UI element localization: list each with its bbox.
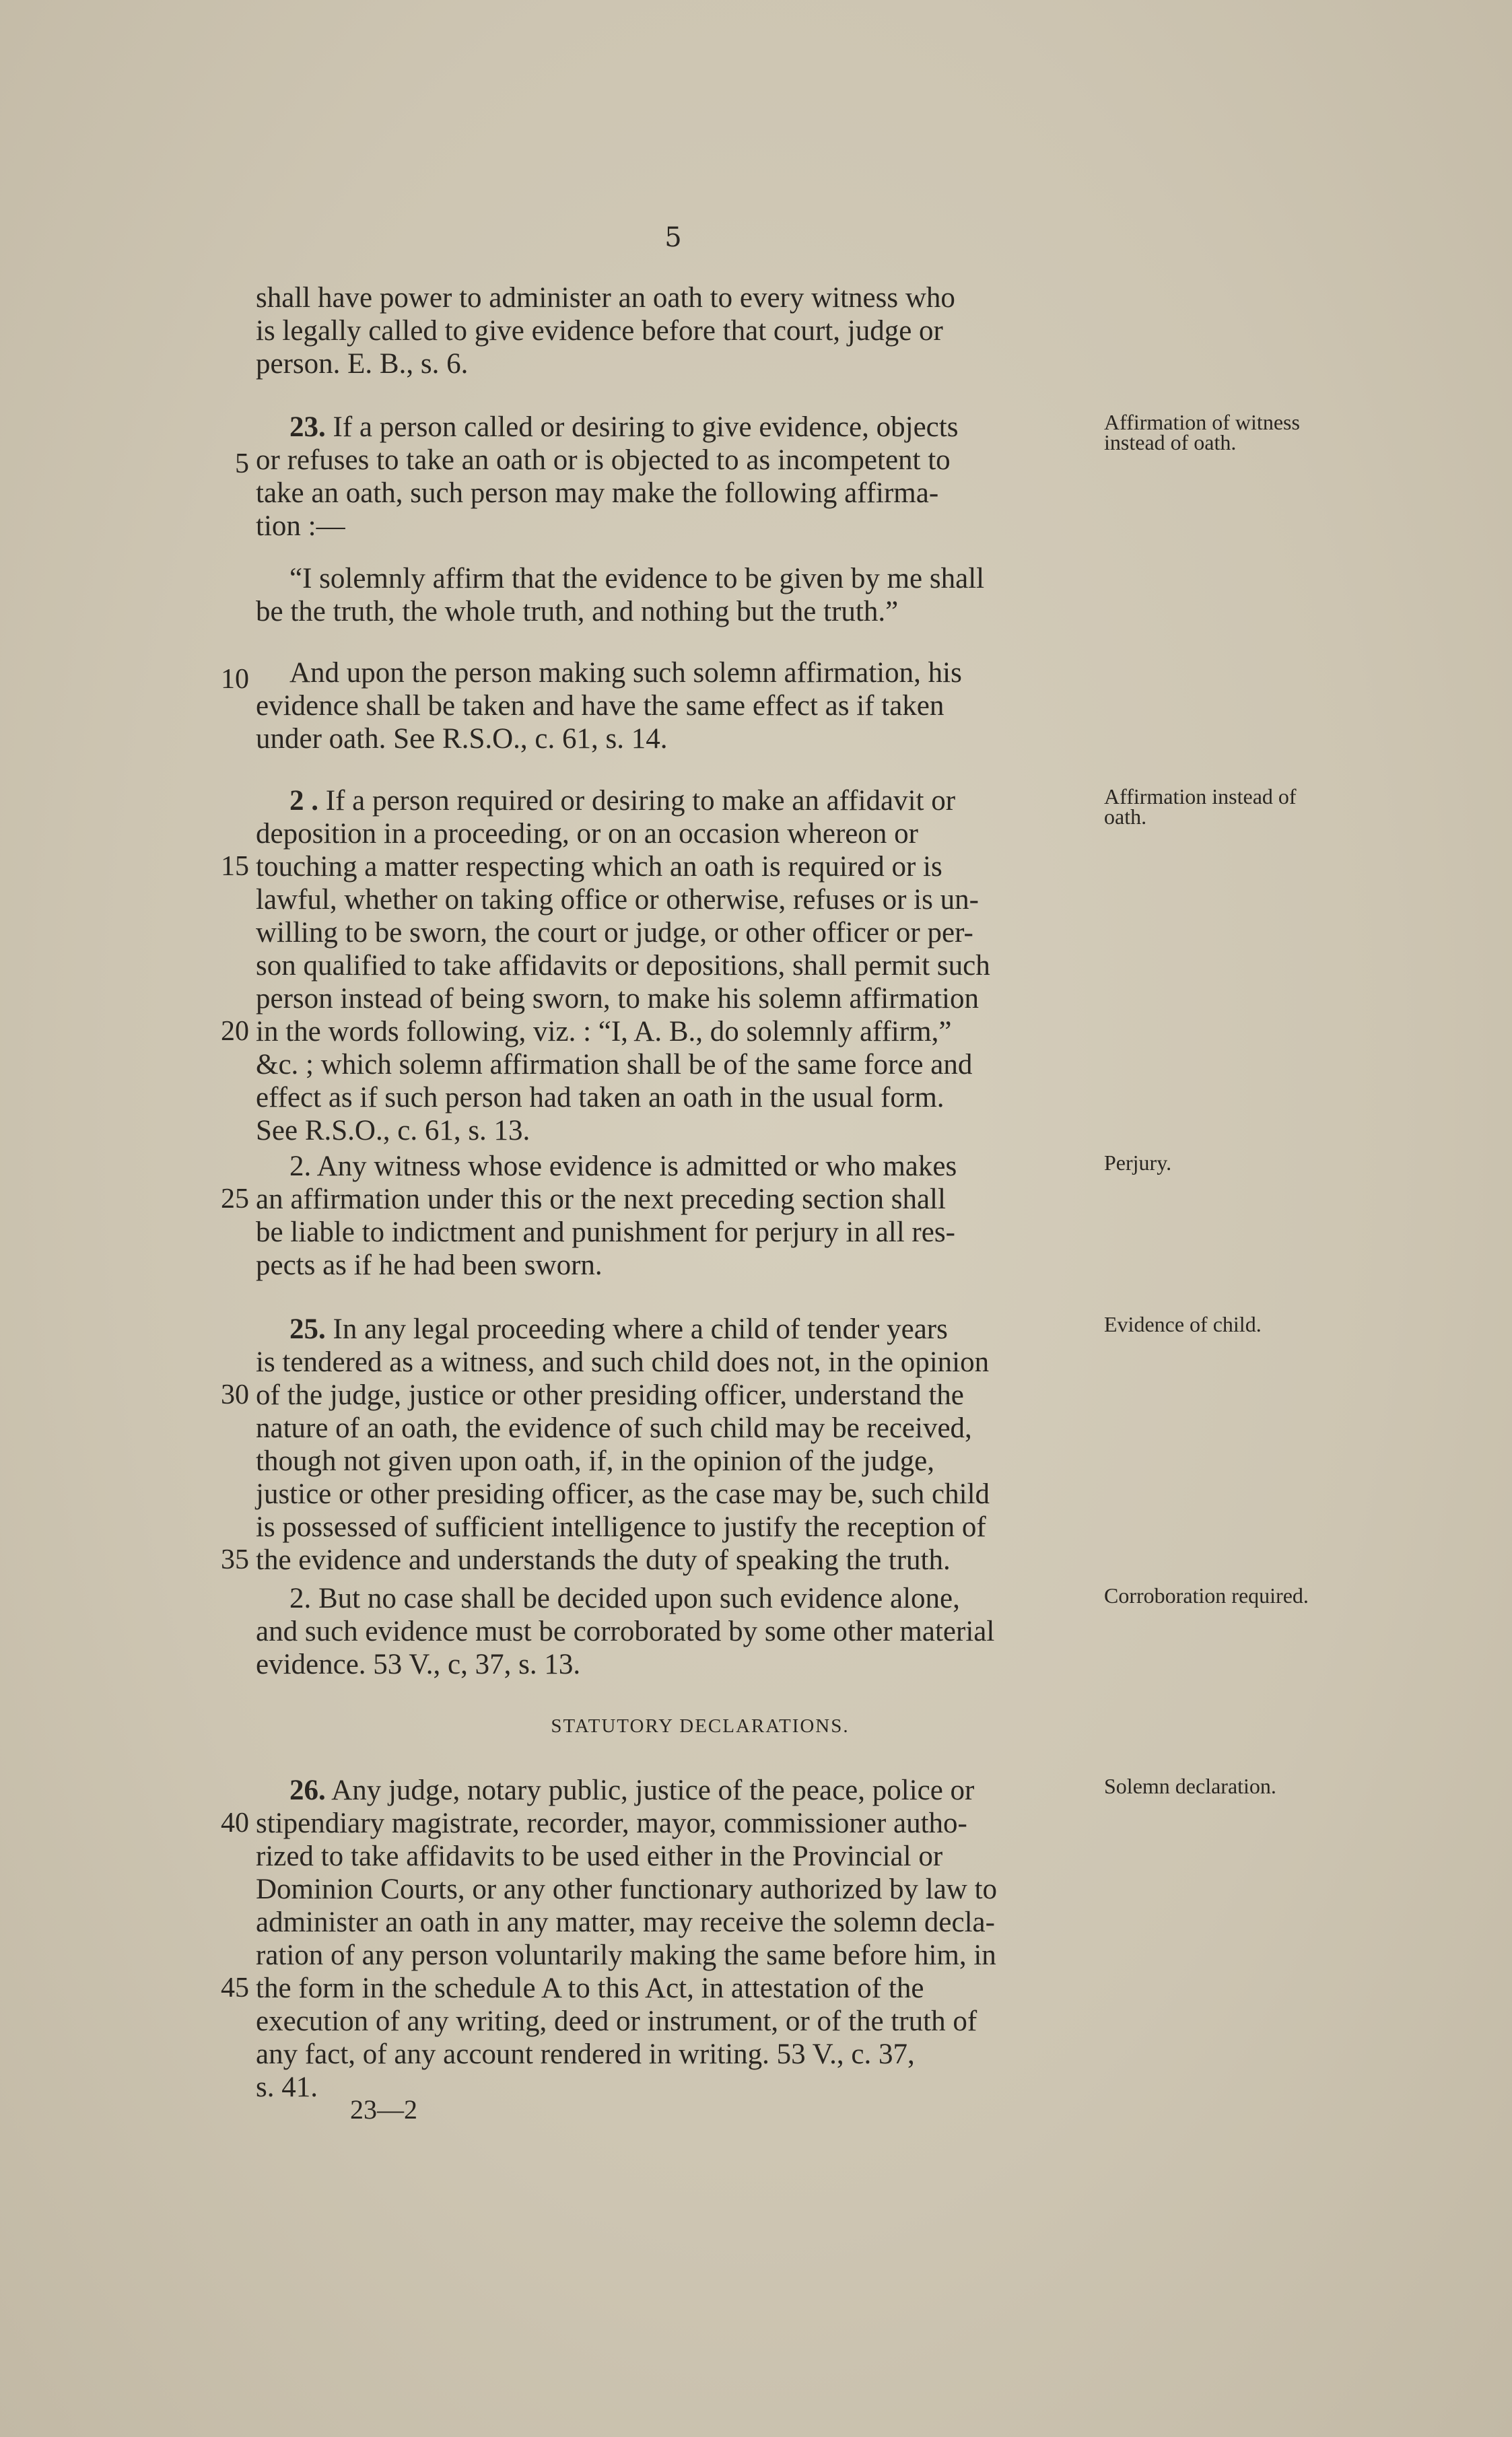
- section-24: 2 . If a person required or desiring to make an affidavit or deposition in a proceeding, or on an occasion whereon or touching a matter respecting which an oath is required or is lawful, whether on taking office or otherwise, refuses or is un- willing to be sworn, the court or judge, or other officer or per- son qualified to take affidavits or depositions, shall permit such person instead of being sworn, to make his solemn affirmation in the words following, viz. : “I, A. B., do solemnly affirm,” &c. ; which solemn affirmation shall be of the same force and effect as if such person had taken an oath in the usual form. See R.S.O., c. 61, s. 13.: [256, 785, 990, 1146]
- line-number: 45: [221, 1972, 249, 2003]
- line-number: 15: [221, 851, 249, 882]
- line-number: 35: [221, 1544, 249, 1575]
- line-number: 40: [221, 1808, 249, 1839]
- margin-note-solemn-declaration: Solemn declaration.: [1104, 1774, 1276, 1798]
- section-24-2: 2. Any witness whose evidence is admitted or who makes an affirmation under this or the next preceding section shall be liable to indictment and punishment for perjury in all res- pects as if he had been sworn.: [256, 1151, 957, 1281]
- margin-note-perjury: Perjury.: [1104, 1151, 1172, 1175]
- section-25: 25. In any legal proceeding where a child of tender years is tendered as a witness, and such child does not, in the opinion of the judge, justice or other presiding officer, understand the nature of an oath, the evidence of such child may be received, though not given upon oath, if, in the opinion of the judge, justice or other presiding officer, as the case may be, such child is possessed of sufficient intelligence to justify the reception of the evidence and understands the duty of speaking the truth.: [256, 1313, 990, 1576]
- section-number: 2 .: [289, 785, 318, 817]
- signature-mark: 23—2: [350, 2094, 417, 2125]
- line-number: 20: [221, 1016, 249, 1047]
- margin-note-corroboration-required: Corroboration required.: [1104, 1583, 1309, 1608]
- paragraph-continuation: shall have power to administer an oath to every witness who is legally called to give evidence before that court, judge or person. E. B., s. 6.: [256, 282, 955, 380]
- section-number: 26.: [289, 1775, 326, 1806]
- line-number: 10: [221, 664, 249, 695]
- paragraph-and-upon: And upon the person making such solemn affirmation, his evidence shall be taken and have the same effect as if taken under oath. See R.S.O., c. 61, s. 14.: [256, 657, 962, 755]
- line-number: 25: [221, 1183, 249, 1214]
- section-25-2: 2. But no case shall be decided upon such evidence alone, and such evidence must be corroborated by some other material evidence. 53 V., c, 37, s. 13.: [256, 1583, 995, 1680]
- line-number: 5: [235, 448, 249, 479]
- section-23: 23. If a person called or desiring to give evidence, objects or refuses to take an oath or is objected to as incompetent to take an oath, such person may make the following affirma- tion :—: [256, 411, 959, 542]
- affirmation-quote: “I solemnly affirm that the evidence to be given by me shall be the truth, the whole truth, and nothing but the truth.”: [256, 563, 985, 627]
- page-number: 5: [664, 222, 682, 253]
- section-26: 26. Any judge, notary public, justice of the peace, police or stipendiary magistrate, recorder, mayor, commissioner autho- rized to take affidavits to be used either in the Provincial or Dominion Courts, or any other functionary authorized by law to administer an oath in any matter, may receive the solemn decla- ration of any person voluntarily making the same before him, in the form in the schedule A to this Act, in attestation of the execution of any writing, deed or instrument, or of the truth of any fact, of any account rendered in writing. 53 V., c. 37, s. 41.: [256, 1775, 998, 2103]
- section-heading: STATUTORY DECLARATIONS.: [551, 1715, 850, 1737]
- margin-note-affirmation-instead-of-oath: Affirmation instead of oath.: [1104, 784, 1297, 829]
- line-number: 30: [221, 1379, 249, 1410]
- section-number: 23.: [289, 411, 326, 443]
- margin-note-affirmation-of-witness: Affirmation of witness instead of oath.: [1104, 410, 1300, 454]
- section-number: 25.: [289, 1313, 326, 1345]
- margin-note-evidence-of-child: Evidence of child.: [1104, 1312, 1262, 1336]
